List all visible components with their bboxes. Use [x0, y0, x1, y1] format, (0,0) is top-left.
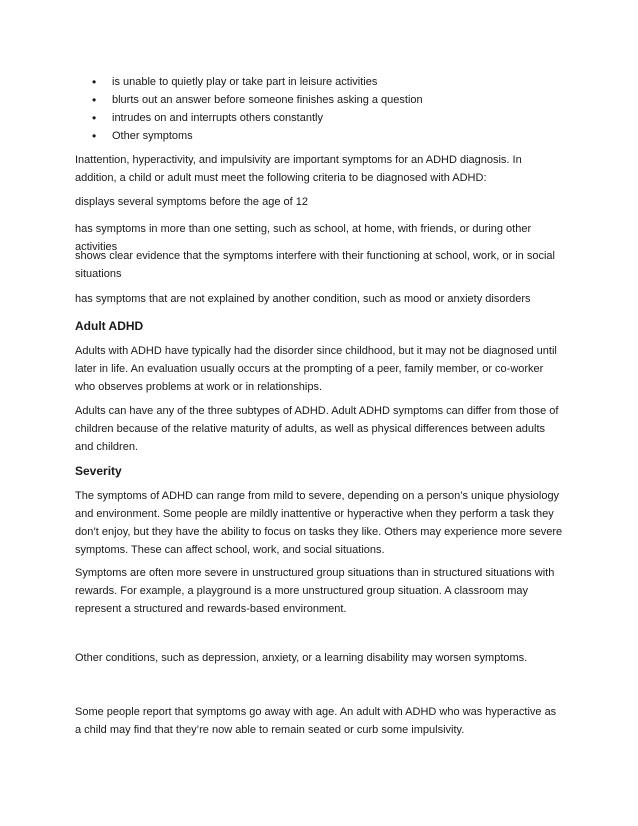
- criteria-interference: shows clear evidence that the symptoms interfere with their functioning at school, work, or in social situations: [75, 250, 555, 280]
- list-item: • Other symptoms: [92, 127, 423, 145]
- intro-paragraph: Inattention, hyperactivity, and impulsivity are important symptoms for an ADHD diagnosis. In addition, a child or adult must meet the following criteria to be diagnosed with ADHD:: [75, 154, 522, 184]
- criteria-settings: has symptoms in more than one setting, such as school, at home, with friends, or during other activities: [75, 223, 532, 253]
- severity-paragraph-2: Symptoms are often more severe in unstructured group situations than in structured situations with rewards. For example, a playground is a more unstructured group situation. A classroom may represent a structured and rewards-based environment.: [75, 567, 555, 615]
- heading-severity: Severity: [75, 464, 122, 478]
- list-item: • intrudes on and interrupts others constantly: [92, 109, 423, 127]
- severity-paragraph-3: Other conditions, such as depression, anxiety, or a learning disability may worsen symptoms.: [75, 652, 528, 664]
- list-item: • is unable to quietly play or take part in leisure activities: [92, 73, 423, 91]
- list-item: • blurts out an answer before someone finishes asking a question: [92, 91, 423, 109]
- heading-adult-adhd: Adult ADHD: [75, 319, 144, 333]
- severity-paragraph-1: The symptoms of ADHD can range from mild to severe, depending on a person’s unique physiology and environment. Some people are mildly inattentive or hyperactive when they perform a task they don’t enjoy, but they have the ability to focus on tasks they like. Others may experience more severe symptoms. These can affect school, work, and social situations.: [75, 490, 563, 556]
- criteria-other-condition: has symptoms that are not explained by another condition, such as mood or anxiety disorders: [75, 293, 531, 305]
- adult-paragraph-2: Adults can have any of the three subtypes of ADHD. Adult ADHD symptoms can differ from those of children because of the relative maturity of adults, as well as physical differences between adults and children.: [75, 405, 559, 453]
- criteria-age: displays several symptoms before the age of 12: [75, 196, 308, 208]
- severity-paragraph-4: Some people report that symptoms go away with age. An adult with ADHD who was hyperactive as a child may find that they’re now able to remain seated or curb some impulsivity.: [75, 706, 557, 736]
- adult-paragraph-1: Adults with ADHD have typically had the disorder since childhood, but it may not be diagnosed until later in life. An evaluation usually occurs at the prompting of a peer, family member, or co-worker who observes problems at work or in relationships.: [75, 345, 557, 393]
- symptom-bullet-list: [92, 73, 423, 145]
